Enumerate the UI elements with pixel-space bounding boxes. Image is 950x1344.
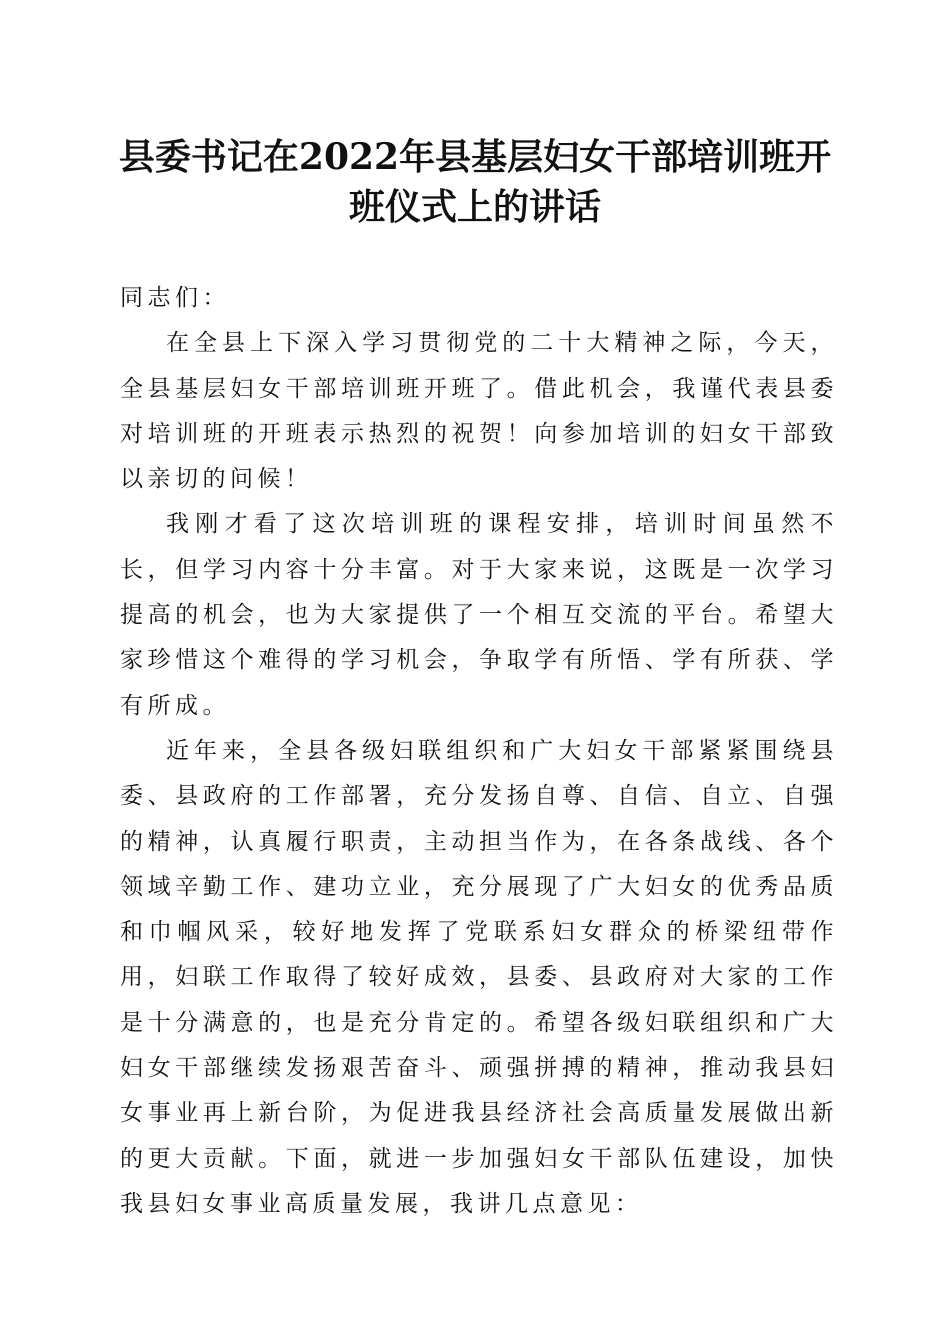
- document-title: [110, 132, 840, 232]
- salutation: 同志们：: [120, 285, 230, 311]
- title-line-1: 县委书记在2022年县基层妇女干部培训班开: [118, 136, 832, 178]
- paragraph-3: 近年来，全县各级妇联组织和广大妇女干部紧紧围绕县委、县政府的工作部署，充分发扬自尊、自信、自立、自强的精神，认真履行职责，主动担当作为，在各条战线、各个领域辛勤工作、建功立业，充分展现了广大妇女的优秀品质和巾帼风采，较好地发挥了党联系妇女群众的桥梁纽带作用，妇联工作取得了较好成效，县委、县政府对大家的工作是十分满意的，也是充分肯定的。希望各级妇联组织和广大妇女干部继续发扬艰苦奋斗、顽强拼搏的精神，推动我县妇女事业再上新台阶，为促进我县经济社会高质量发展做出新的更大贡献。下面，就进一步加强妇女干部队伍建设，加快我县妇女事业高质量发展，我讲几点意见：: [120, 737, 838, 1217]
- paragraph-2: 我刚才看了这次培训班的课程安排，培训时间虽然不长，但学习内容十分丰富。对于大家来说，这既是一次学习提高的机会，也为大家提供了一个相互交流的平台。希望大家珍惜这个难得的学习机会，争取学有所悟、学有所获、学有所成。: [120, 511, 838, 719]
- document-body: [120, 276, 838, 1227]
- title-line-2: 班仪式上的讲话: [348, 186, 601, 228]
- paragraph-1: 在全县上下深入学习贯彻党的二十大精神之际，今天，全县基层妇女干部培训班开班了。借此机会，我谨代表县委对培训班的开班表示热烈的祝贺！向参加培训的妇女干部致以亲切的问候！: [120, 330, 838, 493]
